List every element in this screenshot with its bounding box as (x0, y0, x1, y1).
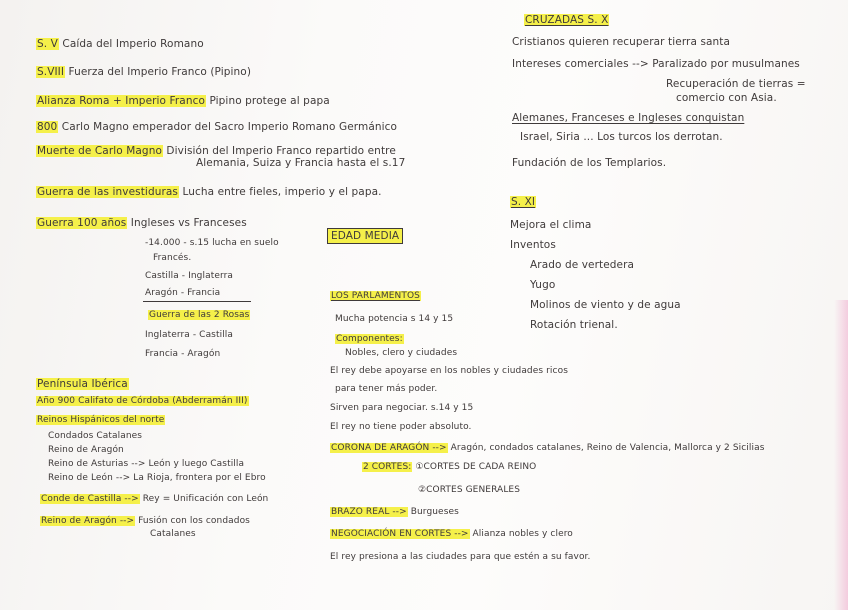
sxi-tag: S. XI (511, 196, 536, 208)
cruzadas-l7: Fundación de los Templarios. (512, 157, 667, 169)
parlamentos-l5: Sirven para negociar. s.14 y 15 (330, 403, 474, 413)
cien-anos-l2: Francés. (153, 253, 192, 263)
negociacion-line (330, 528, 573, 541)
800-line (36, 121, 397, 134)
cruzadas-line (524, 14, 609, 27)
componentes-line (335, 333, 404, 346)
alianza-line (36, 95, 330, 108)
muerte-text-2: Alemania, Suiza y Francia hasta el s.17 (196, 157, 406, 169)
corona-tag: CORONA DE ARAGÓN --> (331, 443, 447, 453)
castilla-line (40, 493, 268, 506)
negociacion-tag: NEGOCIACIÓN EN CORTES --> (331, 529, 469, 539)
reinos-tag: Reinos Hispánicos del norte (37, 415, 165, 425)
parlamentos-l2: Nobles, clero y ciudades (345, 348, 458, 358)
800-tag: 800 (37, 121, 58, 133)
cortes-tag: 2 CORTES: (363, 462, 412, 472)
sviii-line (36, 66, 251, 79)
califato-line (36, 395, 249, 408)
reinos-line (36, 414, 165, 427)
cien-anos-l6: Francia - Aragón (145, 349, 221, 359)
castilla-tag: Conde de Castilla --> (41, 494, 139, 504)
cien-anos-l4: Aragón - Francia (145, 288, 221, 298)
cien-anos-text: Ingleses vs Franceses (130, 217, 247, 229)
cien-anos-l5: Inglaterra - Castilla (145, 330, 234, 340)
aragon-line (40, 515, 250, 528)
cien-anos-line (36, 217, 247, 230)
califato-tag: Año 900 Califato de Córdoba (Abderramán III) (37, 396, 248, 406)
cortes-2: ②CORTES GENERALES (418, 485, 521, 495)
alianza-tag: Alianza Roma + Imperio Franco (37, 95, 205, 107)
cruzadas-l6: Israel, Siria ... Los turcos los derrotan. (520, 131, 723, 143)
cruzadas-tag: CRUZADAS S. X (525, 14, 609, 26)
cien-anos-l3: Castilla - Inglaterra (145, 271, 234, 281)
parlamentos-tag: LOS PARLAMENTOS (331, 291, 420, 301)
sxi-l5: Molinos de viento y de agua (530, 299, 681, 311)
sxi-line (510, 196, 536, 209)
corona-line (330, 442, 765, 455)
cruzadas-l4: comercio con Asia. (676, 92, 777, 104)
cruzadas-l1: Cristianos quieren recuperar tierra santa (512, 36, 731, 48)
parlamentos-l1: Mucha potencia s 14 y 15 (335, 314, 454, 324)
cruzadas-l3: Recuperación de tierras = (666, 78, 806, 90)
brazo-text: Burgueses (410, 507, 459, 517)
aragon-tag: Reino de Aragón --> (41, 516, 135, 526)
reino-item-3: Reino de Asturias --> León y luego Castilla (48, 459, 245, 469)
reino-item-4: Reino de León --> La Rioja, frontera por el Ebro (48, 473, 266, 483)
presiona-line: El rey presiona a las ciudades para que estén a su favor. (330, 552, 591, 562)
sviii-tag: S.VIII (37, 66, 65, 78)
sxi-l1: Mejora el clima (510, 219, 592, 231)
dos-rosas-tag: Guerra de las 2 Rosas (149, 310, 250, 320)
componentes-tag: Componentes: (336, 334, 403, 344)
aragon-francia-underline (143, 301, 251, 302)
cortes-line (362, 461, 536, 474)
dos-rosas-line (148, 309, 250, 322)
aragon-text-2: Catalanes (150, 529, 196, 539)
cien-anos-tag: Guerra 100 años (37, 217, 127, 229)
parlamentos-l4: para tener más poder. (335, 384, 438, 394)
sxi-l2: Inventos (510, 239, 556, 251)
muerte-text: División del Imperio Franco repartido entre (166, 145, 396, 157)
sxi-l4: Yugo (530, 279, 556, 291)
parlamentos-l6: El rey no tiene poder absoluto. (330, 422, 472, 432)
parlamentos-l3: El rey debe apoyarse en los nobles y ciudades ricos (330, 366, 568, 376)
aragon-text: Fusión con los condados (138, 516, 250, 526)
sv-text: Caída del Imperio Romano (62, 38, 204, 50)
negociacion-text: Alianza nobles y clero (472, 529, 573, 539)
muerte-tag: Muerte de Carlo Magno (37, 145, 162, 157)
reino-item-2: Reino de Aragón (48, 445, 124, 455)
brazo-tag: BRAZO REAL --> (331, 507, 407, 517)
reino-item-1: Condados Catalanes (48, 431, 143, 441)
investiduras-tag: Guerra de las investiduras (37, 186, 178, 198)
brazo-line (330, 506, 459, 519)
sv-tag: S. V (37, 38, 58, 50)
cruzadas-l2: Intereses comerciales --> Paralizado por musulmanes (512, 58, 800, 70)
sxi-l6: Rotación trienal. (530, 319, 618, 331)
sxi-l3: Arado de vertedera (530, 259, 635, 271)
800-text: Carlo Magno emperador del Sacro Imperio Romano Germánico (61, 121, 398, 133)
sviii-text: Fuerza del Imperio Franco (Pipino) (68, 66, 252, 78)
castilla-text: Rey = Unificación con León (142, 494, 269, 504)
cien-anos-l1: -14.000 - s.15 lucha en suelo (145, 238, 279, 248)
cortes-1: ①CORTES DE CADA REINO (415, 462, 537, 472)
edad-media-title (327, 230, 403, 243)
peninsula-tag: Península Ibérica (37, 378, 128, 390)
peninsula-line (36, 378, 129, 391)
cruzadas-l5 (512, 112, 744, 125)
alianza-text: Pipino protege al papa (209, 95, 330, 107)
corona-text: Aragón, condados catalanes, Reino de Valencia, Mallorca y 2 Sicilias (450, 443, 765, 453)
parlamentos-line (330, 290, 421, 303)
investiduras-line (36, 186, 382, 199)
page-edge-shadow (834, 300, 848, 610)
investiduras-text: Lucha entre fieles, imperio y el papa. (182, 186, 382, 198)
edad-media-box: EDAD MEDIA (327, 228, 403, 244)
sv-line (36, 38, 204, 51)
cruzadas-l5-text: Alemanes, Franceses e Ingleses conquistan (512, 112, 745, 124)
